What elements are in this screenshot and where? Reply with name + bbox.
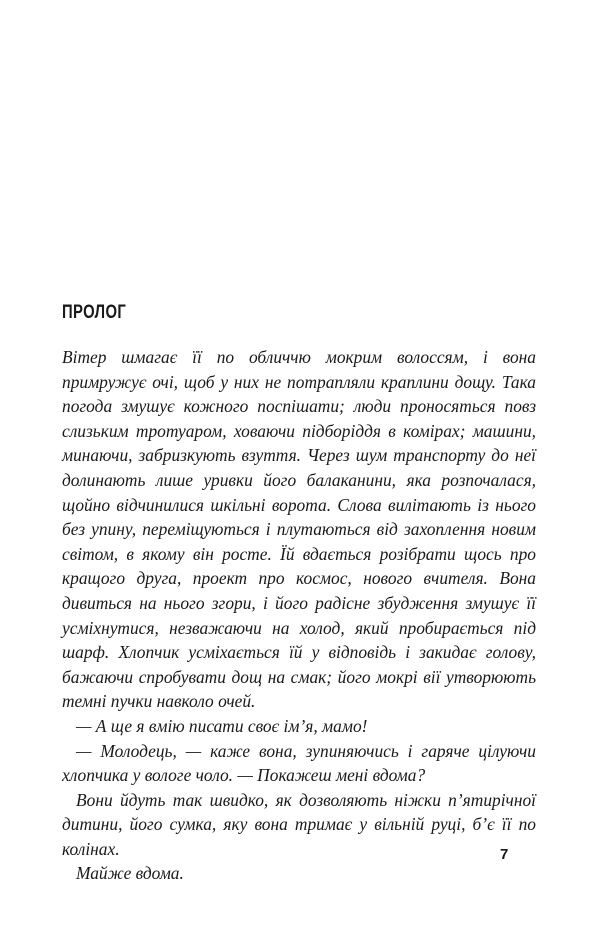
paragraph-2: — А ще я вмію писати своє ім’я, мамо! bbox=[76, 715, 368, 736]
chapter-title: ПРОЛОГ bbox=[62, 302, 127, 323]
paragraph-1: Вітер шмагає її по обличчю мокрим волоссям, і вона примружує очі, щоб у них не потрапляли краплини дощу. Така погода змушує кожного поспішати; люди проносяться повз слизьким тротуаром, ховаючи підборіддя в комірах; машини, минаючи, забризкують взуття. Через шум транспорту до неї долинають лише уривки його балаканини, яка розпочалася, щойно відчинилися шкільні ворота. Слова вилітають із нього без упину, переміщуються і плутаються від захоплення новим світом, в якому він росте. Їй вдається розібрати щось про кращого друга, проект про космос, нового вчителя. Вона дивиться на нього згори, і його радісне збудження змушує її усміхнутися, незважаючи на холод, який пробирається під шарф. Хлопчик усміхається їй у відповідь і закидає голову, бажаючи спробувати дощ на смак; його мокрі вії утворюють темні пучки навколо очей. bbox=[62, 347, 536, 712]
paragraph-5: Майже вдома. bbox=[76, 863, 184, 884]
body-text bbox=[62, 345, 536, 886]
paragraph-3: — Молодець, — каже вона, зупиняючись і гаряче цілуючи хлопчика у вологе чоло. — Покажеш мені вдома? bbox=[62, 740, 536, 786]
paragraph-4: Вони йдуть так швидко, як дозволяють ніжки п’ятирічної дитини, його сумка, яку вона тримає у вільній руці, б’є її по колінах. bbox=[62, 789, 536, 859]
page-number: 7 bbox=[500, 846, 509, 863]
